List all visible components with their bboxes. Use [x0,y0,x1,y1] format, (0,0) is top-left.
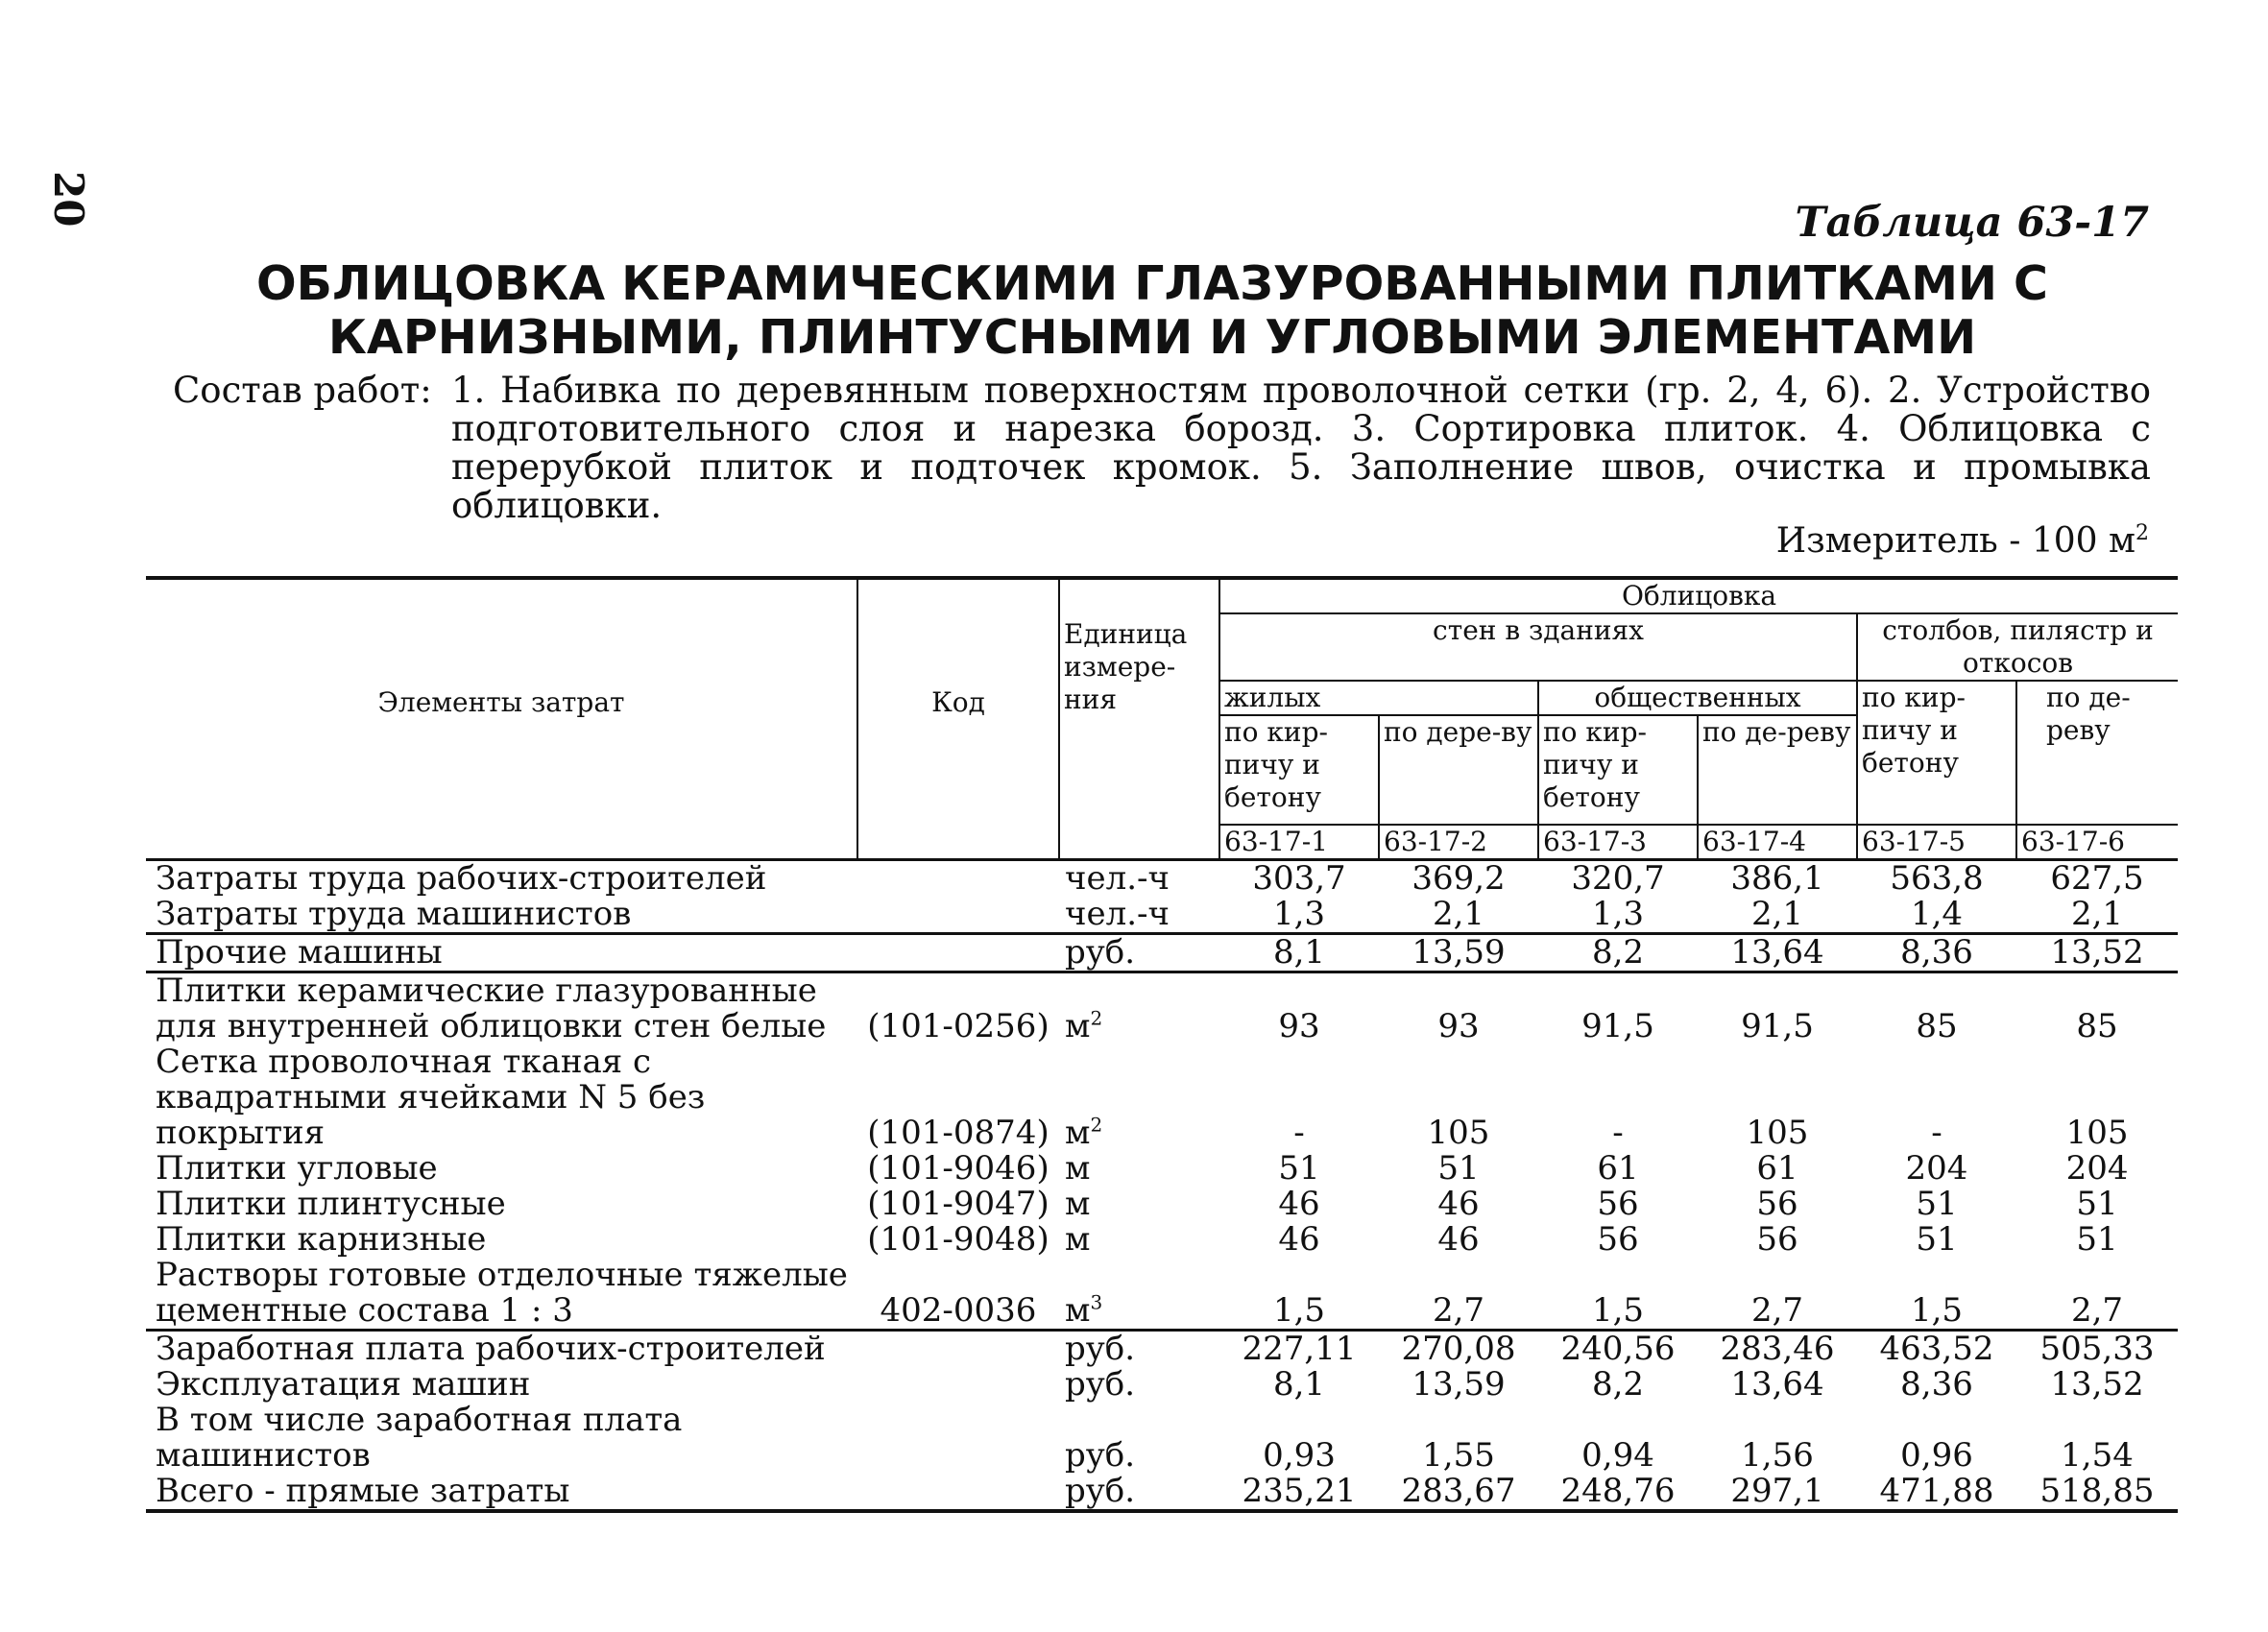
row-unit-text: м [1065,1007,1091,1045]
header-columns: столбов, пилястр и откосов [1857,613,2178,681]
table-row [146,1367,2178,1403]
column-code-1: 63-17-1 [1219,825,1379,860]
row-value: 13,64 [1730,1365,1824,1404]
header-blank-1 [146,825,857,860]
row-unit [1059,860,1219,898]
row-name: Растворы готовые отделочные тяжелые цементные состава 1 : 3 [146,1258,857,1331]
work-composition [173,372,2151,525]
row-value: 627,5 [2050,859,2144,898]
row-value: - [1612,1114,1624,1152]
row-unit [1059,1331,1219,1368]
row-unit-sup: 3 [1090,1290,1103,1314]
row-value: 0,96 [1900,1436,1973,1475]
table-row [146,1331,2178,1368]
row-code: (101-9046) [867,1149,1050,1188]
title-line-2: КАРНИЗНЫМИ, ПЛИНТУСНЫМИ И УГЛОВЫМИ ЭЛЕМЕНТАМИ [327,310,1977,365]
row-unit [1059,1151,1219,1187]
row-value: 303,7 [1252,859,1346,898]
row-value: 1,5 [1538,1258,1698,1331]
row-unit-text: руб. [1065,1330,1136,1368]
row-value: 105 [1746,1114,1809,1152]
row-value: 463,52 [1879,1330,1994,1368]
row-name: Затраты труда машинистов [146,897,857,934]
header-code: Код [857,578,1059,825]
header-sub-4: по де-реву [1698,715,1857,825]
header-unit: Единица измере-ния [1059,578,1219,860]
column-code-5: 63-17-5 [1857,825,2016,860]
row-code [857,860,1059,898]
row-name: Затраты труда рабочих-строителей [156,859,767,898]
table-row [146,1222,2178,1258]
composition-text: 1. Набивка по деревянным поверхностям проволочной сетки (гр. 2, 4, 6). 2. Устройство подготовительного слоя и нарезка борозд. 3. Сортировка плиток. 4. Облицовка с перерубкой плиток и подточек кромок. 5. Заполнение швов, очистка и промывка облицовки. [451,370,2151,526]
row-value: 471,88 [1857,1474,2016,1511]
row-unit-sup: 2 [1090,1006,1103,1030]
row-unit-text: м [1065,1220,1091,1259]
table-row [146,1474,2178,1511]
row-name: Сетка проволочная тканая с квадратными ячейками N 5 без покрытия [156,1043,706,1152]
table-body [146,860,2178,1512]
table-row [146,1258,2178,1331]
header-sub-3: по кир-пичу и бетону [1538,715,1698,825]
row-name: Прочие машины [146,934,857,972]
column-code-2: 63-17-2 [1379,825,1538,860]
row-code [857,1403,1059,1474]
row-value: 8,1 [1219,934,1379,972]
header-elements: Элементы затрат [146,578,857,825]
row-unit-text: чел.-ч [1065,859,1170,898]
row-unit [1059,1474,1219,1511]
row-value: 204 [2065,1149,2129,1188]
row-value: 204 [1905,1149,1968,1188]
row-value: 56 [1597,1185,1639,1223]
row-value: 1,5 [1857,1258,2016,1331]
row-value: 91,5 [1741,1007,1814,1045]
unit-sup: 2 [2135,521,2149,545]
row-unit-text: чел.-ч [1065,895,1170,933]
title-line-1: ОБЛИЦОВКА КЕРАМИЧЕСКИМИ ГЛАЗУРОВАННЫМИ ПЛИТКАМИ С [255,256,2049,311]
row-value: 563,8 [1890,859,1984,898]
row-value: 85 [2076,1007,2118,1045]
table-row [146,934,2178,972]
row-value: 46 [1437,1185,1480,1223]
row-unit [1059,1044,1219,1151]
row-unit [1059,1367,1219,1403]
table-row [146,1044,2178,1151]
row-value: 1,3 [1538,897,1698,934]
row-unit-text: м [1065,1291,1091,1330]
row-value: 93 [1437,1007,1480,1045]
row-name: В том числе заработная плата машинистов [156,1401,683,1475]
row-value: 1,56 [1741,1436,1814,1475]
row-value: 270,08 [1401,1330,1516,1368]
page-number: 20 [45,171,92,228]
row-value: 1,4 [1857,897,2016,934]
page-title [144,257,2160,365]
header-public: общественных [1538,681,1857,715]
row-value: 1,54 [2061,1436,2134,1475]
row-value: 1,3 [1219,897,1379,934]
unit-text: Измеритель - 100 м [1775,521,2135,561]
table-row [146,1151,2178,1187]
row-value: - [1931,1114,1942,1152]
row-value: 2,1 [1698,897,1857,934]
table-row [146,1187,2178,1222]
row-value: 0,94 [1581,1436,1654,1475]
row-name: Плитки угловые [156,1149,438,1188]
row-unit-text: руб. [1065,1436,1136,1475]
row-code: (101-9048) [867,1220,1050,1259]
header-walls: стен в зданиях [1219,613,1857,681]
row-value: 8,36 [1857,934,2016,972]
row-code [857,1331,1059,1368]
row-value: 13,52 [2016,934,2178,972]
row-name: Плитки карнизные [156,1220,487,1259]
row-name: Всего - прямые затраты [146,1474,857,1511]
row-value: 105 [2065,1114,2129,1152]
row-unit [1059,972,1219,1045]
row-value: 518,85 [2016,1474,2178,1511]
header-sub-2: по дере-ву [1379,715,1538,825]
row-unit-text: м [1065,1149,1091,1188]
row-value: 13,64 [1698,934,1857,972]
row-code [857,934,1059,972]
row-code [857,897,1059,934]
row-value: 51 [1916,1185,1958,1223]
header-sub-6: по де-реву [2046,682,2131,746]
row-unit-text: руб. [1065,1365,1136,1404]
row-value: 8,2 [1538,934,1698,972]
row-value: 2,7 [1379,1258,1538,1331]
row-name: Плитки керамические глазурованные для внутренней облицовки стен белые [156,972,827,1045]
row-value: 248,76 [1538,1474,1698,1511]
row-value: 46 [1278,1220,1320,1259]
row-unit [1059,1222,1219,1258]
row-unit-text: м [1065,1185,1091,1223]
row-value: 13,52 [2050,1365,2144,1404]
row-value: 8,36 [1900,1365,1973,1404]
row-value: 13,59 [1379,934,1538,972]
row-value: 8,2 [1591,1365,1645,1404]
composition-label: Состав работ: [173,370,432,411]
row-unit [1059,934,1219,972]
row-code: (101-0874) [867,1114,1050,1152]
header-sub-5: по кир-пичу и бетону [1857,681,2016,825]
row-value: 1,55 [1422,1436,1495,1475]
table-header [146,578,2178,860]
row-value: 51 [1278,1149,1320,1188]
row-value: 227,11 [1242,1330,1357,1368]
table-row [146,1403,2178,1474]
row-value: 105 [1427,1114,1490,1152]
table-row [146,897,2178,934]
header-residential: жилых [1219,681,1538,715]
table-row [146,860,2178,898]
row-value: 56 [1597,1220,1639,1259]
row-value: 505,33 [2039,1330,2155,1368]
table-label: Таблица 63-17 [1795,199,2149,247]
row-unit-text: руб. [1065,1472,1136,1510]
row-value: 297,1 [1698,1474,1857,1511]
header-sub-1: по кир-пичу и бетону [1219,715,1379,825]
row-value: 283,67 [1379,1474,1538,1511]
row-unit-sup: 2 [1090,1113,1103,1137]
row-unit [1059,1403,1219,1474]
row-value: 369,2 [1411,859,1506,898]
row-value: 56 [1756,1185,1798,1223]
row-value: 283,46 [1720,1330,1835,1368]
row-value: 61 [1756,1149,1798,1188]
row-value: 2,1 [2016,897,2178,934]
row-value: 235,21 [1219,1474,1379,1511]
row-value: 1,5 [1219,1258,1379,1331]
cost-table [146,576,2178,1513]
row-value: 61 [1597,1149,1639,1188]
measurement-unit [1776,521,2149,561]
row-name: Эксплуатация машин [156,1365,531,1404]
row-code [857,1474,1059,1511]
row-value: 51 [1916,1220,1958,1259]
header-cladding: Облицовка [1219,578,2178,613]
row-value: 8,1 [1272,1365,1326,1404]
row-value: 2,7 [2016,1258,2178,1331]
row-code: 402-0036 [857,1258,1059,1331]
row-name: Заработная плата рабочих-строителей [156,1330,826,1368]
row-value: 386,1 [1730,859,1824,898]
column-code-4: 63-17-4 [1698,825,1857,860]
row-code [857,1367,1059,1403]
row-name: Плитки плинтусные [156,1185,506,1223]
row-value: - [1293,1114,1305,1152]
row-value: 51 [2076,1220,2118,1259]
row-value: 13,59 [1411,1365,1506,1404]
row-value: 91,5 [1581,1007,1654,1045]
column-code-3: 63-17-3 [1538,825,1698,860]
row-value: 240,56 [1560,1330,1676,1368]
row-value: 51 [1437,1149,1480,1188]
row-unit [1059,897,1219,934]
row-value: 56 [1756,1220,1798,1259]
row-unit-text: руб. [1065,933,1136,972]
row-value: 0,93 [1263,1436,1336,1475]
column-code-6: 63-17-6 [2016,825,2178,860]
row-unit [1059,1258,1219,1331]
table-row [146,972,2178,1045]
row-unit [1059,1187,1219,1222]
row-value: 46 [1278,1185,1320,1223]
row-value: 85 [1916,1007,1958,1045]
row-code: (101-9047) [867,1185,1050,1223]
row-unit-text: м [1065,1114,1091,1152]
row-value: 2,1 [1379,897,1538,934]
row-value: 2,7 [1698,1258,1857,1331]
header-blank-2 [857,825,1059,860]
row-code: (101-0256) [867,1007,1050,1045]
row-value: 93 [1278,1007,1320,1045]
row-value: 320,7 [1571,859,1665,898]
row-value: 46 [1437,1220,1480,1259]
row-value: 51 [2076,1185,2118,1223]
